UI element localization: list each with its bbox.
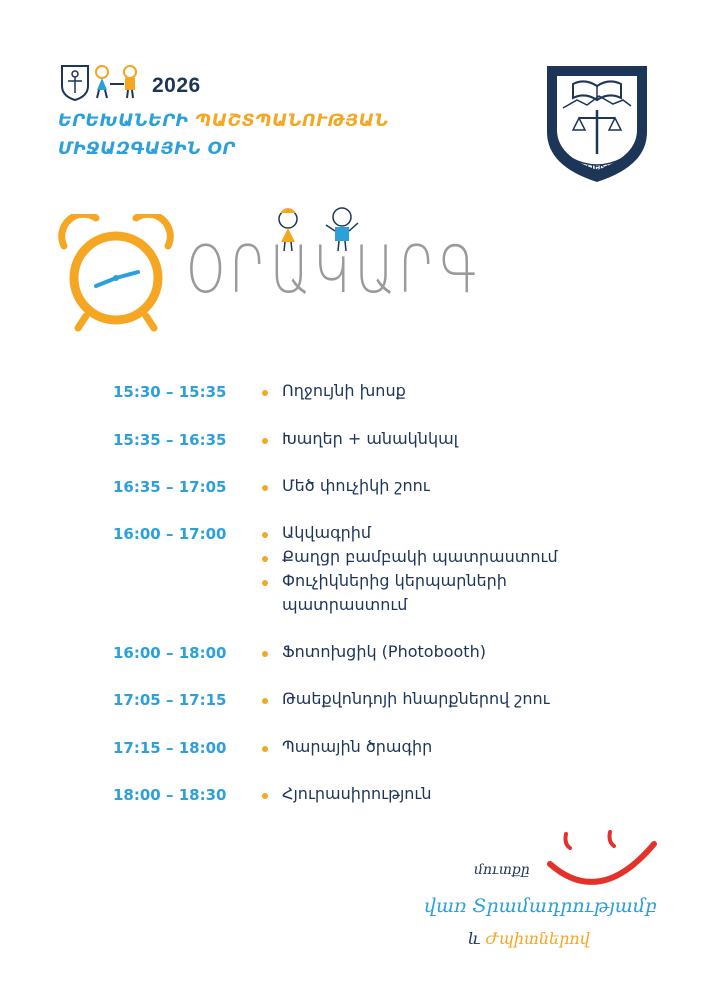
schedule-time: 17:15 – 18:00 [113, 739, 227, 757]
bullet-icon [262, 580, 268, 586]
footer-mood-text: վառ Տրամադրությամբ [424, 895, 657, 917]
schedule-time: 18:00 – 18:30 [113, 786, 227, 804]
schedule-time: 16:35 – 17:05 [113, 478, 227, 496]
footer-smiles-line [468, 929, 590, 948]
smile-icon [546, 830, 658, 890]
bullet-icon [262, 698, 268, 704]
schedule-time: 15:35 – 16:35 [113, 431, 227, 449]
event-year: 2026 [152, 74, 201, 97]
bullet-icon [262, 438, 268, 444]
bullet-icon [262, 532, 268, 538]
bullet-icon [262, 651, 268, 657]
schedule-time: 17:05 – 17:15 [113, 691, 227, 709]
schedule-time: 15:30 – 15:35 [113, 383, 227, 401]
bullet-icon [262, 485, 268, 491]
footer-and: և [468, 929, 481, 948]
children-day-logo [58, 62, 150, 102]
bullet-icon [262, 793, 268, 799]
alarm-clock-icon [58, 214, 174, 332]
footer-smiles-text: Ժպիտներով [485, 929, 590, 948]
schedule-time: 16:00 – 18:00 [113, 644, 227, 662]
event-title-line-2: ՄԻՋԱԶԳԱՅԻՆ ՕՐ [58, 139, 236, 159]
page-title: ՕՐԱԿԱՐԳ [186, 232, 483, 308]
bullet-icon [262, 556, 268, 562]
emblem-caption: ԻՐԱՎԵՐԺ [574, 164, 609, 172]
bullet-icon [262, 390, 268, 396]
bullet-icon [262, 746, 268, 752]
footer-entry-text: մուտքը [474, 862, 530, 878]
event-title-line-1 [58, 111, 389, 131]
event-title-word-children: ԵՐԵԽԱՆԵՐԻ [58, 111, 189, 131]
schedule-time: 16:00 – 17:00 [113, 525, 227, 543]
event-title-word-protection: ՊԱՇՏՊԱՆՈՒԹՅԱՆ [195, 111, 389, 131]
